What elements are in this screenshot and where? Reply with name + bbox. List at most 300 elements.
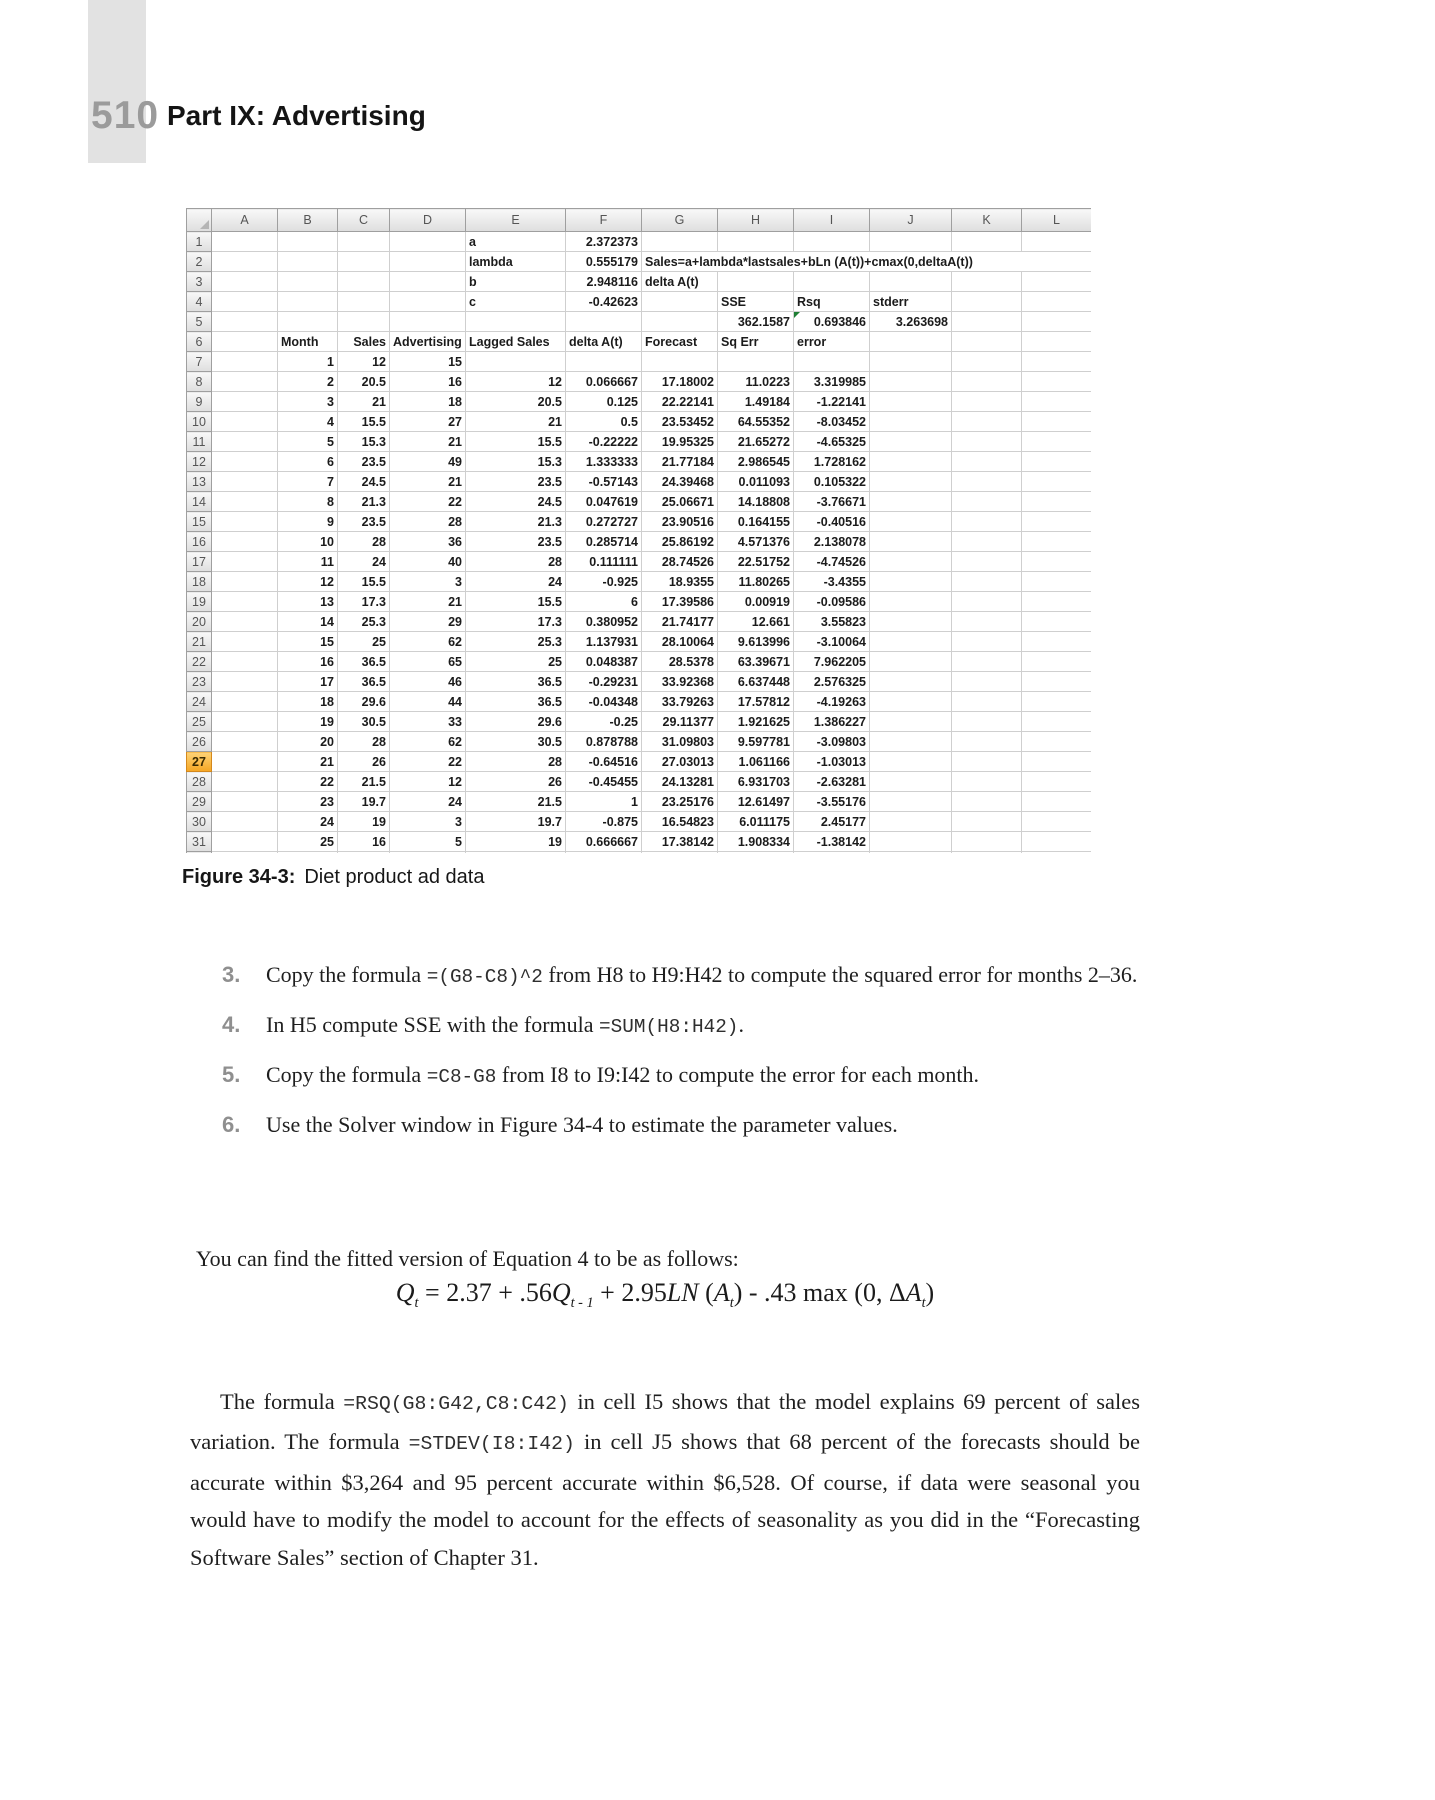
cell-H14: 14.18808 — [718, 492, 794, 512]
eq-var-q1: Q — [395, 1278, 415, 1307]
cell-E20: 17.3 — [466, 612, 566, 632]
cell-B26: 20 — [278, 732, 338, 752]
cell-E6: Lagged Sales — [466, 332, 566, 352]
intro-paragraph: You can find the fitted version of Equation 4 to be as follows: — [196, 1246, 739, 1271]
row-header-21: 21 — [187, 632, 212, 652]
cell-I29: -3.55176 — [794, 792, 870, 812]
cell-I23: 2.576325 — [794, 672, 870, 692]
cell-D27: 22 — [390, 752, 466, 772]
cell-I16: 2.138078 — [794, 532, 870, 552]
cell-B13: 7 — [278, 472, 338, 492]
cell-K1 — [952, 232, 1022, 252]
cell-K26 — [952, 732, 1022, 752]
cell-I12: 1.728162 — [794, 452, 870, 472]
row-header-2: 2 — [187, 252, 212, 272]
cell-I21: -3.10064 — [794, 632, 870, 652]
cell-K32 — [952, 852, 1022, 854]
spreadsheet-figure — [186, 208, 1091, 853]
cell-F30: -0.875 — [566, 812, 642, 832]
row-header-6: 6 — [187, 332, 212, 352]
row-header-22: 22 — [187, 652, 212, 672]
cell-C31: 16 — [338, 832, 390, 852]
cell-E1: a — [466, 232, 566, 252]
row-header-27: 27 — [187, 752, 212, 772]
cell-E5 — [466, 312, 566, 332]
cell-B14: 8 — [278, 492, 338, 512]
cell-K6 — [952, 332, 1022, 352]
cell-G28: 24.13281 — [642, 772, 718, 792]
cell-D31: 5 — [390, 832, 466, 852]
cell-E21: 25.3 — [466, 632, 566, 652]
cell-C1 — [338, 232, 390, 252]
cell-B29: 23 — [278, 792, 338, 812]
cell-J28 — [870, 772, 952, 792]
cell-D18: 3 — [390, 572, 466, 592]
cell-I27: -1.03013 — [794, 752, 870, 772]
cell-G32 — [642, 852, 718, 854]
cell-A11 — [212, 432, 278, 452]
cell-C24: 29.6 — [338, 692, 390, 712]
cell-F5 — [566, 312, 642, 332]
row-header-17: 17 — [187, 552, 212, 572]
cell-A25 — [212, 712, 278, 732]
cell-G5 — [642, 312, 718, 332]
cell-A7 — [212, 352, 278, 372]
cell-K16 — [952, 532, 1022, 552]
cell-A24 — [212, 692, 278, 712]
cell-I32 — [794, 852, 870, 854]
eq-var-q2: Q — [551, 1278, 571, 1307]
figure-label: Figure 34-3: — [182, 866, 296, 888]
cell-C18: 15.5 — [338, 572, 390, 592]
step-text: . — [738, 1012, 744, 1037]
col-header-H: H — [718, 209, 794, 232]
cell-I17: -4.74526 — [794, 552, 870, 572]
cell-H28: 6.931703 — [718, 772, 794, 792]
row-header-4: 4 — [187, 292, 212, 312]
cell-I13: 0.105322 — [794, 472, 870, 492]
cell-J27 — [870, 752, 952, 772]
cell-F28: -0.45455 — [566, 772, 642, 792]
cell-G16: 25.86192 — [642, 532, 718, 552]
cell-E10: 21 — [466, 412, 566, 432]
eq-sub-t4: t — [921, 1295, 926, 1312]
row-header-13: 13 — [187, 472, 212, 492]
cell-F11: -0.22222 — [566, 432, 642, 452]
cell-H19: 0.00919 — [718, 592, 794, 612]
col-header-L: L — [1022, 209, 1092, 232]
cell-L18 — [1022, 572, 1092, 592]
cell-L32 — [1022, 852, 1092, 854]
eq-seg5: ) — [925, 1278, 935, 1307]
cell-F1: 2.372373 — [566, 232, 642, 252]
cell-H15: 0.164155 — [718, 512, 794, 532]
cell-G12: 21.77184 — [642, 452, 718, 472]
cell-C30: 19 — [338, 812, 390, 832]
cell-C14: 21.3 — [338, 492, 390, 512]
cell-D29: 24 — [390, 792, 466, 812]
cell-B10: 4 — [278, 412, 338, 432]
cell-G22: 28.5378 — [642, 652, 718, 672]
cell-E23: 36.5 — [466, 672, 566, 692]
step-number: 5. — [222, 1062, 241, 1087]
cell-I25: 1.386227 — [794, 712, 870, 732]
cell-B16: 10 — [278, 532, 338, 552]
cell-H11: 21.65272 — [718, 432, 794, 452]
eq-var-a2: A — [905, 1278, 922, 1307]
cell-A31 — [212, 832, 278, 852]
cell-H26: 9.597781 — [718, 732, 794, 752]
col-header-G: G — [642, 209, 718, 232]
cell-E30: 19.7 — [466, 812, 566, 832]
cell-K24 — [952, 692, 1022, 712]
paragraph-text: in cell J5 shows that 68 percent of the forecasts should be accurate within $3,264 and 95 percent accurate within $6,528. Of course, if data were seasonal you would have to modify the model to account for the effects of seasonality as you did in the “Forecasting Software Sales” section of Chapter 31. — [190, 1429, 1140, 1570]
cell-G26: 31.09803 — [642, 732, 718, 752]
cell-D5 — [390, 312, 466, 332]
eq-sub-t3: t — [729, 1295, 734, 1312]
cell-F29: 1 — [566, 792, 642, 812]
cell-D20: 29 — [390, 612, 466, 632]
cell-D11: 21 — [390, 432, 466, 452]
cell-C7: 12 — [338, 352, 390, 372]
cell-A23 — [212, 672, 278, 692]
cell-E9: 20.5 — [466, 392, 566, 412]
cell-F2: 0.555179 — [566, 252, 642, 272]
cell-F4: -0.42623 — [566, 292, 642, 312]
inline-formula: =(G8-C8)^2 — [426, 966, 543, 988]
eq-seg1: = 2.37 + .56 — [418, 1278, 552, 1307]
col-header-E: E — [466, 209, 566, 232]
cell-F21: 1.137931 — [566, 632, 642, 652]
cell-E24: 36.5 — [466, 692, 566, 712]
cell-H8: 11.0223 — [718, 372, 794, 392]
cell-L19 — [1022, 592, 1092, 612]
cell-A6 — [212, 332, 278, 352]
cell-E28: 26 — [466, 772, 566, 792]
cell-I9: -1.22141 — [794, 392, 870, 412]
cell-E3: b — [466, 272, 566, 292]
cell-B11: 5 — [278, 432, 338, 452]
cell-G10: 23.53452 — [642, 412, 718, 432]
cell-F13: -0.57143 — [566, 472, 642, 492]
cell-C22: 36.5 — [338, 652, 390, 672]
cell-B12: 6 — [278, 452, 338, 472]
cell-L23 — [1022, 672, 1092, 692]
cell-F7 — [566, 352, 642, 372]
cell-B25: 19 — [278, 712, 338, 732]
cell-C13: 24.5 — [338, 472, 390, 492]
cell-H18: 11.80265 — [718, 572, 794, 592]
cell-C16: 28 — [338, 532, 390, 552]
cell-H30: 6.011175 — [718, 812, 794, 832]
cell-E2: lambda — [466, 252, 566, 272]
cell-I31: -1.38142 — [794, 832, 870, 852]
cell-B27: 21 — [278, 752, 338, 772]
cell-J31 — [870, 832, 952, 852]
cell-A3 — [212, 272, 278, 292]
col-header-B: B — [278, 209, 338, 232]
cell-D25: 33 — [390, 712, 466, 732]
cell-E13: 23.5 — [466, 472, 566, 492]
cell-E16: 23.5 — [466, 532, 566, 552]
cell-A18 — [212, 572, 278, 592]
cell-L4 — [1022, 292, 1092, 312]
cell-H6: Sq Err — [718, 332, 794, 352]
cell-J7 — [870, 352, 952, 372]
row-header-12: 12 — [187, 452, 212, 472]
cell-D14: 22 — [390, 492, 466, 512]
fitted-equation — [190, 1278, 1140, 1312]
row-header-7: 7 — [187, 352, 212, 372]
cell-F19: 6 — [566, 592, 642, 612]
row-header-1: 1 — [187, 232, 212, 252]
cell-K11 — [952, 432, 1022, 452]
step-text: Copy the formula — [266, 1062, 427, 1087]
cell-F27: -0.64516 — [566, 752, 642, 772]
row-header-3: 3 — [187, 272, 212, 292]
cell-C23: 36.5 — [338, 672, 390, 692]
row-header-30: 30 — [187, 812, 212, 832]
cell-K8 — [952, 372, 1022, 392]
cell-B21: 15 — [278, 632, 338, 652]
cell-H5: 362.1587 — [718, 312, 794, 332]
cell-D26: 62 — [390, 732, 466, 752]
eq-sub-t2: t - 1 — [570, 1295, 594, 1312]
cell-J23 — [870, 672, 952, 692]
cell-B23: 17 — [278, 672, 338, 692]
cell-B3 — [278, 272, 338, 292]
row-header-32 — [187, 852, 212, 854]
cell-H12: 2.986545 — [718, 452, 794, 472]
cell-D23: 46 — [390, 672, 466, 692]
cell-F15: 0.272727 — [566, 512, 642, 532]
cell-D30: 3 — [390, 812, 466, 832]
cell-G24: 33.79263 — [642, 692, 718, 712]
cell-A22 — [212, 652, 278, 672]
cell-A10 — [212, 412, 278, 432]
cell-L24 — [1022, 692, 1092, 712]
cell-E31: 19 — [466, 832, 566, 852]
cell-G17: 28.74526 — [642, 552, 718, 572]
row-header-8: 8 — [187, 372, 212, 392]
cell-L11 — [1022, 432, 1092, 452]
col-header-C: C — [338, 209, 390, 232]
cell-F14: 0.047619 — [566, 492, 642, 512]
cell-E18: 24 — [466, 572, 566, 592]
cell-L7 — [1022, 352, 1092, 372]
col-header-K: K — [952, 209, 1022, 232]
cell-L25 — [1022, 712, 1092, 732]
cell-A1 — [212, 232, 278, 252]
cell-G8: 17.18002 — [642, 372, 718, 392]
cell-C19: 17.3 — [338, 592, 390, 612]
cell-G21: 28.10064 — [642, 632, 718, 652]
cell-C11: 15.3 — [338, 432, 390, 452]
cell-A27 — [212, 752, 278, 772]
figure-caption-text: Diet product ad data — [304, 866, 485, 888]
cell-E17: 28 — [466, 552, 566, 572]
cell-F25: -0.25 — [566, 712, 642, 732]
row-header-29: 29 — [187, 792, 212, 812]
cell-K15 — [952, 512, 1022, 532]
cell-L16 — [1022, 532, 1092, 552]
cell-B28: 22 — [278, 772, 338, 792]
cell-E11: 15.5 — [466, 432, 566, 452]
cell-J13 — [870, 472, 952, 492]
cell-F26: 0.878788 — [566, 732, 642, 752]
cell-J1 — [870, 232, 952, 252]
cell-G14: 25.06671 — [642, 492, 718, 512]
cell-D10: 27 — [390, 412, 466, 432]
cell-K22 — [952, 652, 1022, 672]
cell-B9: 3 — [278, 392, 338, 412]
cell-L1 — [1022, 232, 1092, 252]
row-header-25: 25 — [187, 712, 212, 732]
eq-sub-t1: t — [414, 1295, 419, 1312]
step-text: Use the Solver window in Figure 34-4 to estimate the parameter values. — [266, 1112, 898, 1137]
cell-B5 — [278, 312, 338, 332]
cell-H22: 63.39671 — [718, 652, 794, 672]
cell-K25 — [952, 712, 1022, 732]
cell-C3 — [338, 272, 390, 292]
cell-K17 — [952, 552, 1022, 572]
eq-var-a1: A — [713, 1278, 730, 1307]
cell-K10 — [952, 412, 1022, 432]
excel-grid — [186, 208, 1091, 853]
cell-L6 — [1022, 332, 1092, 352]
step-item — [222, 1006, 1140, 1046]
cell-G25: 29.11377 — [642, 712, 718, 732]
cell-C4 — [338, 292, 390, 312]
cell-D13: 21 — [390, 472, 466, 492]
cell-B7: 1 — [278, 352, 338, 372]
step-number: 3. — [222, 962, 241, 987]
cell-C2 — [338, 252, 390, 272]
cell-A30 — [212, 812, 278, 832]
cell-C21: 25 — [338, 632, 390, 652]
cell-L29 — [1022, 792, 1092, 812]
row-header-19: 19 — [187, 592, 212, 612]
cell-B17: 11 — [278, 552, 338, 572]
cell-F23: -0.29231 — [566, 672, 642, 692]
col-header-I: I — [794, 209, 870, 232]
cell-K18 — [952, 572, 1022, 592]
cell-J22 — [870, 652, 952, 672]
cell-H32 — [718, 852, 794, 854]
cell-C20: 25.3 — [338, 612, 390, 632]
cell-D12: 49 — [390, 452, 466, 472]
step-item — [222, 956, 1140, 996]
cell-H29: 12.61497 — [718, 792, 794, 812]
cell-D15: 28 — [390, 512, 466, 532]
cell-D24: 44 — [390, 692, 466, 712]
cell-I30: 2.45177 — [794, 812, 870, 832]
cell-I19: -0.09586 — [794, 592, 870, 612]
cell-K29 — [952, 792, 1022, 812]
cell-B4 — [278, 292, 338, 312]
cell-H7 — [718, 352, 794, 372]
cell-I15: -0.40516 — [794, 512, 870, 532]
cell-L12 — [1022, 452, 1092, 472]
cell-J24 — [870, 692, 952, 712]
cell-C29: 19.7 — [338, 792, 390, 812]
cell-A19 — [212, 592, 278, 612]
cell-G2: Sales=a+lambda*lastsales+bLn (A(t))+cmax(0,deltaA(t)) — [642, 252, 1092, 272]
cell-D8: 16 — [390, 372, 466, 392]
cell-I18: -3.4355 — [794, 572, 870, 592]
cell-H10: 64.55352 — [718, 412, 794, 432]
step-number: 4. — [222, 1012, 241, 1037]
cell-A28 — [212, 772, 278, 792]
cell-K28 — [952, 772, 1022, 792]
cell-C26: 28 — [338, 732, 390, 752]
row-header-10: 10 — [187, 412, 212, 432]
cell-F3: 2.948116 — [566, 272, 642, 292]
col-header-D: D — [390, 209, 466, 232]
cell-H20: 12.661 — [718, 612, 794, 632]
cell-H21: 9.613996 — [718, 632, 794, 652]
cell-H3 — [718, 272, 794, 292]
cell-K20 — [952, 612, 1022, 632]
row-header-14: 14 — [187, 492, 212, 512]
cell-J30 — [870, 812, 952, 832]
cell-A13 — [212, 472, 278, 492]
cell-A8 — [212, 372, 278, 392]
cell-L21 — [1022, 632, 1092, 652]
cell-K12 — [952, 452, 1022, 472]
step-item — [222, 1106, 1140, 1143]
cell-A17 — [212, 552, 278, 572]
cell-D6: Advertising — [390, 332, 466, 352]
cell-I28: -2.63281 — [794, 772, 870, 792]
cell-E4: c — [466, 292, 566, 312]
cell-E7 — [466, 352, 566, 372]
cell-F20: 0.380952 — [566, 612, 642, 632]
step-text: In H5 compute SSE with the formula — [266, 1012, 600, 1037]
cell-G9: 22.22141 — [642, 392, 718, 412]
cell-H1 — [718, 232, 794, 252]
cell-J17 — [870, 552, 952, 572]
cell-B8: 2 — [278, 372, 338, 392]
cell-J29 — [870, 792, 952, 812]
row-header-20: 20 — [187, 612, 212, 632]
row-header-31: 31 — [187, 832, 212, 852]
cell-J14 — [870, 492, 952, 512]
cell-D9: 18 — [390, 392, 466, 412]
cell-G15: 23.90516 — [642, 512, 718, 532]
cell-A20 — [212, 612, 278, 632]
cell-H13: 0.011093 — [718, 472, 794, 492]
cell-J12 — [870, 452, 952, 472]
inline-formula: =STDEV(I8:I42) — [408, 1433, 575, 1455]
cell-I26: -3.09803 — [794, 732, 870, 752]
cell-A21 — [212, 632, 278, 652]
cell-L9 — [1022, 392, 1092, 412]
cell-C12: 23.5 — [338, 452, 390, 472]
cell-D22: 65 — [390, 652, 466, 672]
cell-E8: 12 — [466, 372, 566, 392]
cell-G27: 27.03013 — [642, 752, 718, 772]
row-header-16: 16 — [187, 532, 212, 552]
cell-K31 — [952, 832, 1022, 852]
cell-J10 — [870, 412, 952, 432]
cell-L14 — [1022, 492, 1092, 512]
eq-seg2: + 2.95 — [593, 1278, 667, 1307]
cell-L22 — [1022, 652, 1092, 672]
cell-J5: 3.263698 — [870, 312, 952, 332]
cell-E12: 15.3 — [466, 452, 566, 472]
cell-G1 — [642, 232, 718, 252]
